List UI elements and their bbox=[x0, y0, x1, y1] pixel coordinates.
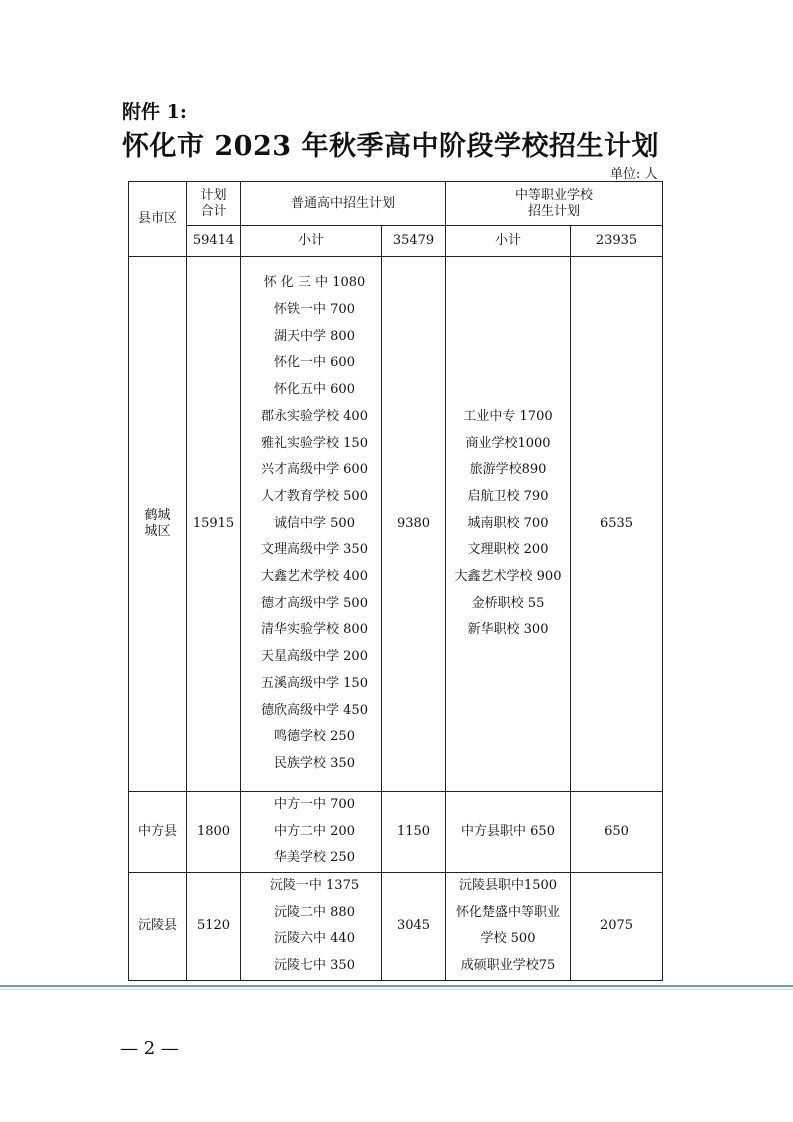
list-item: 中方县职中 650 bbox=[461, 823, 555, 839]
general-subtotal: 35479 bbox=[382, 226, 446, 257]
table-header-row bbox=[129, 182, 663, 226]
county-total: 1800 bbox=[187, 792, 241, 873]
county-header: 县市区 bbox=[129, 182, 187, 257]
list-item: 沅陵七中 350 bbox=[274, 957, 355, 973]
vocational-school-list bbox=[446, 872, 571, 980]
list-item: 怀化五中 600 bbox=[274, 382, 355, 398]
county-name: 中方县 bbox=[129, 792, 187, 873]
attachment-label: 附件 1: bbox=[122, 101, 187, 123]
list-item: 怀化一中 600 bbox=[274, 355, 355, 371]
list-item: 兴才高级中学 600 bbox=[261, 462, 368, 478]
list-item: 德欣高级中学 450 bbox=[261, 702, 368, 718]
county-name: 沅陵县 bbox=[129, 872, 187, 980]
list-item: 新华职校 300 bbox=[467, 622, 549, 638]
list-item: 清华实验学校 800 bbox=[261, 622, 368, 638]
list-item: 怀 化 三 中 1080 bbox=[263, 275, 366, 291]
list-item: 五溪高级中学 150 bbox=[261, 675, 368, 691]
county-name: 鹤城 城区 bbox=[129, 257, 187, 792]
list-item: 大鑫艺术学校 400 bbox=[261, 569, 368, 585]
table-row bbox=[129, 792, 663, 873]
vocational-plan-header: 中等职业学校 招生计划 bbox=[446, 182, 663, 226]
plan-total-header: 计划 合计 bbox=[187, 182, 241, 226]
list-item: 湖天中学 800 bbox=[274, 328, 355, 344]
list-item: 金桥职校 55 bbox=[471, 595, 545, 611]
list-item: 启航卫校 790 bbox=[467, 488, 549, 504]
bottom-rule bbox=[0, 985, 793, 987]
general-plan-header: 普通高中招生计划 bbox=[241, 182, 446, 226]
list-item: 雅礼实验学校 150 bbox=[261, 435, 368, 451]
county-general-subtotal: 3045 bbox=[382, 872, 446, 980]
list-item: 中方二中 200 bbox=[274, 823, 355, 839]
list-item: 中方一中 700 bbox=[274, 797, 355, 812]
list-item: 人才教育学校 500 bbox=[261, 488, 368, 504]
list-item: 天星高级中学 200 bbox=[261, 649, 368, 665]
county-vocational-subtotal: 2075 bbox=[571, 872, 663, 980]
county-general-subtotal: 9380 bbox=[382, 257, 446, 792]
vocational-school-list bbox=[446, 257, 571, 792]
general-school-list bbox=[241, 792, 382, 873]
table-row bbox=[129, 257, 663, 792]
list-item: 文理高级中学 350 bbox=[261, 542, 368, 558]
county-total: 5120 bbox=[187, 872, 241, 980]
grand-total: 59414 bbox=[187, 226, 241, 257]
list-item: 怀铁一中 700 bbox=[274, 302, 355, 318]
list-item: 商业学校1000 bbox=[465, 435, 551, 451]
bottom-rule-light bbox=[0, 989, 793, 990]
list-item: 旅游学校890 bbox=[469, 462, 547, 478]
subtotal-row bbox=[129, 226, 663, 257]
list-item: 华美学校 250 bbox=[274, 850, 355, 865]
list-item: 城南职校 700 bbox=[467, 515, 549, 531]
unit-note: 单位: 人 bbox=[610, 167, 658, 182]
list-item: 郡永实验学校 400 bbox=[261, 408, 368, 424]
list-item: 德才高级中学 500 bbox=[261, 595, 368, 611]
enrollment-plan-table bbox=[128, 181, 663, 981]
list-item: 大鑫艺术学校 900 bbox=[454, 569, 562, 585]
county-total: 15915 bbox=[187, 257, 241, 792]
list-item: 沅陵县职中1500 bbox=[458, 878, 558, 893]
general-school-list bbox=[241, 257, 382, 792]
list-item: 民族学校 350 bbox=[274, 755, 355, 771]
list-item: 怀化楚盛中等职业 bbox=[456, 904, 561, 920]
list-item: 沅陵二中 880 bbox=[274, 904, 355, 920]
list-item: 鸣德学校 250 bbox=[274, 729, 355, 745]
general-subtotal-label: 小计 bbox=[241, 226, 382, 257]
county-vocational-subtotal: 650 bbox=[571, 792, 663, 873]
table-row bbox=[129, 872, 663, 980]
vocational-school-list bbox=[446, 792, 571, 873]
list-item: 诚信中学 500 bbox=[274, 515, 355, 531]
page-number: — 2 — bbox=[120, 1038, 179, 1059]
list-item: 文理职校 200 bbox=[467, 542, 549, 558]
list-item: 沅陵一中 1375 bbox=[269, 878, 360, 893]
county-general-subtotal: 1150 bbox=[382, 792, 446, 873]
page-title: 怀化市 2023 年秋季高中阶段学校招生计划 bbox=[122, 131, 659, 162]
list-item: 沅陵六中 440 bbox=[274, 931, 355, 946]
general-school-list bbox=[241, 872, 382, 980]
vocational-subtotal: 23935 bbox=[571, 226, 663, 257]
list-item: 工业中专 1700 bbox=[463, 408, 553, 424]
county-vocational-subtotal: 6535 bbox=[571, 257, 663, 792]
vocational-subtotal-label: 小计 bbox=[446, 226, 571, 257]
list-item: 成硕职业学校75 bbox=[460, 957, 556, 973]
list-item: 学校 500 bbox=[480, 931, 536, 946]
